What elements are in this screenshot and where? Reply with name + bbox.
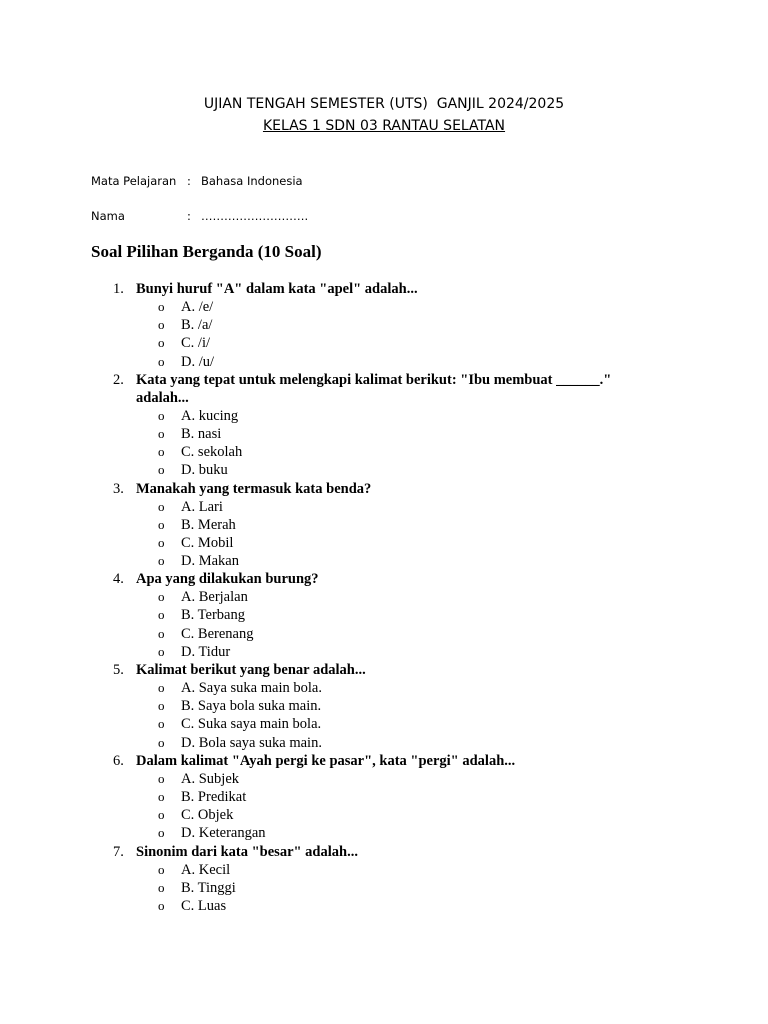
exam-title: UJIAN TENGAH SEMESTER (UTS) GANJIL 2024/2025 <box>203 96 565 112</box>
answer-option <box>0 588 768 606</box>
answer-option <box>0 824 768 842</box>
option-text: B. Saya bola suka main. <box>181 698 322 715</box>
question-number: 5. <box>113 662 124 678</box>
option-text: D. /u/ <box>181 353 215 370</box>
bullet-marker: o <box>158 498 165 514</box>
bullet-marker: o <box>158 607 165 623</box>
bullet-marker: o <box>158 444 165 460</box>
option-text: C. Berenang <box>181 625 254 642</box>
bullet-marker: o <box>158 353 165 369</box>
option-text: B. /a/ <box>181 317 213 334</box>
question-number: 2. <box>113 371 124 388</box>
bullet-marker: o <box>158 534 165 550</box>
question-item <box>0 480 768 571</box>
name-colon: : <box>187 209 191 223</box>
answer-option <box>0 788 768 806</box>
option-text: C. sekolah <box>181 444 243 461</box>
answer-option <box>0 298 768 316</box>
exam-class-title: KELAS 1 SDN 03 RANTAU SELATAN <box>262 118 506 134</box>
answer-option <box>0 697 768 715</box>
question-text: Sinonim dari kata "besar" adalah... <box>136 843 358 860</box>
option-text: C. Luas <box>181 897 227 914</box>
answer-option <box>0 643 768 661</box>
subject-colon: : <box>187 174 191 188</box>
bullet-marker: o <box>158 425 165 441</box>
question-text: Kalimat berikut yang benar adalah... <box>136 662 366 678</box>
answer-option <box>0 552 768 570</box>
question-number: 6. <box>113 752 124 769</box>
bullet-marker: o <box>158 825 165 841</box>
option-text: A. Berjalan <box>181 589 248 606</box>
option-text: B. Merah <box>181 516 236 533</box>
answer-option <box>0 461 768 479</box>
bullet-marker: o <box>158 407 165 423</box>
question-item <box>0 280 768 371</box>
bullet-marker: o <box>158 462 165 478</box>
bullet-marker: o <box>158 680 165 695</box>
option-text: D. Bola saya suka main. <box>181 734 322 751</box>
option-text: A. Saya suka main bola. <box>181 680 322 696</box>
answer-option <box>0 443 768 461</box>
question-list <box>0 280 768 915</box>
option-text: C. Objek <box>181 807 234 824</box>
option-text: A. Lari <box>181 498 223 515</box>
bullet-marker: o <box>158 553 165 569</box>
question-text: Dalam kalimat "Ayah pergi ke pasar", kata "pergi" adalah... <box>136 752 516 769</box>
question-item <box>0 843 768 916</box>
bullet-marker: o <box>158 734 165 750</box>
answer-option <box>0 806 768 824</box>
answer-option <box>0 625 768 643</box>
option-text: D. Makan <box>181 553 239 570</box>
answer-option <box>0 879 768 897</box>
option-text: B. Predikat <box>181 788 247 805</box>
answer-option <box>0 897 768 915</box>
bullet-marker: o <box>158 788 165 804</box>
question-text: Apa yang dilakukan burung? <box>136 571 319 588</box>
bullet-marker: o <box>158 589 165 605</box>
answer-option <box>0 715 768 733</box>
bullet-marker: o <box>158 716 165 732</box>
bullet-marker: o <box>158 299 165 314</box>
bullet-marker: o <box>158 643 165 659</box>
option-text: C. Suka saya main bola. <box>181 716 322 733</box>
option-text: A. kucing <box>181 407 239 424</box>
bullet-marker: o <box>158 625 165 641</box>
bullet-marker: o <box>158 516 165 532</box>
question-text: Bunyi huruf "A" dalam kata "apel" adalah... <box>136 281 418 297</box>
name-label: Nama <box>91 209 125 223</box>
bullet-marker: o <box>158 807 165 823</box>
answer-option <box>0 734 768 752</box>
question-text: Manakah yang termasuk kata benda? <box>136 480 372 497</box>
subject-label: Mata Pelajaran <box>91 174 177 188</box>
question-number: 4. <box>113 571 124 588</box>
option-text: B. nasi <box>181 425 222 442</box>
answer-option <box>0 861 768 879</box>
answer-option <box>0 679 768 697</box>
question-item <box>0 371 768 480</box>
answer-option <box>0 770 768 788</box>
option-text: D. buku <box>181 462 228 479</box>
bullet-marker: o <box>158 897 165 913</box>
option-text: C. Mobil <box>181 534 234 551</box>
answer-option <box>0 606 768 624</box>
answer-option <box>0 316 768 334</box>
option-text: A. Kecil <box>181 861 231 878</box>
question-text: Kata yang tepat untuk melengkapi kalimat berikut: "Ibu membuat ______." adalah... <box>136 371 612 406</box>
answer-option <box>0 407 768 425</box>
answer-option <box>0 534 768 552</box>
answer-option <box>0 334 768 352</box>
question-item <box>0 752 768 843</box>
answer-option <box>0 498 768 516</box>
question-item <box>0 661 768 752</box>
question-number: 3. <box>113 480 124 497</box>
question-number: 1. <box>113 281 124 297</box>
option-text: A. /e/ <box>181 299 214 315</box>
bullet-marker: o <box>158 698 165 714</box>
option-text: D. Tidur <box>181 643 231 660</box>
option-text: C. /i/ <box>181 335 211 352</box>
name-blank: ………………………. <box>201 209 309 223</box>
answer-option <box>0 516 768 534</box>
bullet-marker: o <box>158 317 165 333</box>
option-text: B. Terbang <box>181 607 245 624</box>
option-text: D. Keterangan <box>181 825 266 842</box>
answer-option <box>0 425 768 443</box>
option-text: A. Subjek <box>181 770 239 787</box>
bullet-marker: o <box>158 770 165 786</box>
section-heading: Soal Pilihan Berganda (10 Soal) <box>91 242 322 261</box>
bullet-marker: o <box>158 879 165 895</box>
subject-value: Bahasa Indonesia <box>201 174 303 188</box>
question-number: 7. <box>113 843 124 860</box>
question-item <box>0 570 768 661</box>
option-text: B. Tinggi <box>181 879 236 896</box>
bullet-marker: o <box>158 861 165 877</box>
bullet-marker: o <box>158 335 165 351</box>
answer-option <box>0 353 768 371</box>
